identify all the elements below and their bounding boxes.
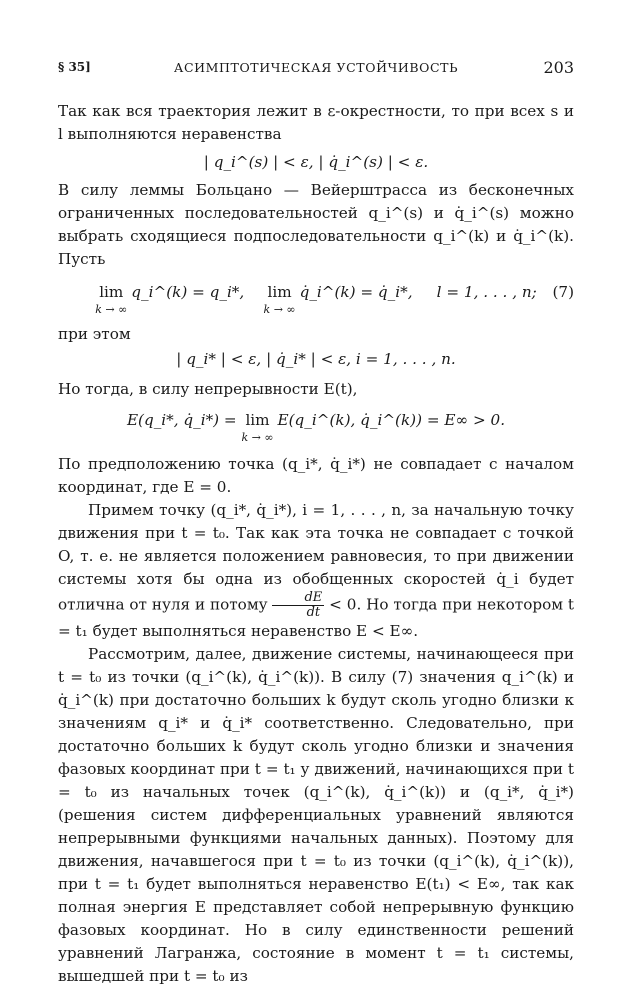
paragraph-6 [58, 499, 574, 643]
limit-subscript: k → ∞ [263, 303, 296, 316]
lim-label: lim [99, 283, 124, 301]
limit-subscript: k → ∞ [95, 303, 128, 316]
energy-left: E(q_i*, q̇_i*) = [126, 411, 237, 429]
fraction-numerator: dE [272, 591, 324, 606]
paragraph-1: Так как вся траектория лежит в ε-окрестности, то при всех s и l выполняются неравенства [58, 102, 574, 143]
paragraph-6-text: Примем точку (q_i*, q̇_i*), i = 1, . . . , n, за начальную точку движения при t = t₀. Так как эта точка не совпадает с точкой O, т. е. не является положением равновесия, то при движении системы хотя бы одна из обобщенных скоростей q̇_i будет отлична от нуля и потому [58, 501, 574, 614]
running-title: АСИМПТОТИЧЕСКАЯ УСТОЙЧИВОСТЬ [173, 60, 459, 75]
lim-label: lim [267, 283, 292, 301]
paragraph-4: Но тогда, в силу непрерывности E(t), [58, 380, 358, 398]
energy-limit [241, 409, 273, 444]
derivative-dE-dt [272, 591, 324, 620]
equation-7 [58, 281, 574, 317]
limit-subscript: k → ∞ [241, 431, 274, 444]
running-header [58, 58, 574, 80]
paragraph-5: По предположению точка (q_i*, q̇_i*) не совпадает с началом координат, где E = 0. [58, 455, 574, 496]
paragraph-6-tail: < 0. Но тогда при некотором t = t₁ будет выполняться неравенство E < E∞. [58, 595, 575, 640]
section-number: § 35] [58, 60, 91, 74]
fraction-denominator: dt [306, 605, 321, 620]
page-number: 203 [543, 58, 574, 77]
limit-1-expression: q_i^(k) = q_i*, [131, 283, 245, 301]
equation-inequalities: | q_i^(s) | < ε, | q̇_i^(s) | < ε. [203, 153, 429, 171]
limit-2-expression: q̇_i^(k) = q̇_i*, [299, 283, 413, 301]
index-range: l = 1, . . . , n; [436, 283, 537, 301]
limit-2 [264, 281, 296, 316]
paragraph-7: Рассмотрим, далее, движение системы, начинающееся при t = t₀ из точки (q_i^(k), q̇_i^(k)). В силу (7) значения q_i^(k) и q̇_i^(k) при достаточно больших k будут сколь угодно близки к значениям q_i* и q̇_i* соответственно. Следовательно, при достаточно больших k будут сколь угодно близки и значения фазовых координат при t = t₁ у движений, начинающихся при t = t₀ из начальных точек (q_i^(k), q̇_i^(k)) и (q_i*, q̇_i*) (решения систем дифференциальных уравнений являются непрерывными функциями начальных данных). Поэтому для движения, начавшегося при t = t₀ из точки (q_i^(k), q̇_i^(k)), при t = t₁ будет выполняться неравенство E(t₁) < E∞, так как полная энергия E представляет собой непрерывную функцию фазовых координат. Но в силу единственности решений уравнений Лагранжа, состояние в момент t = t₁ системы, вышедшей при t = t₀ из [58, 645, 574, 985]
lim-label: lim [245, 411, 270, 429]
paragraph-2: В силу леммы Больцано — Вейерштрасса из бесконечных ограниченных последовательностей q_i^(s) и q̇_i^(s) можно выбрать сходящиеся подпоследовательности q_i^(k) и q̇_i^(k). Пусть [58, 181, 574, 268]
paragraph-3: при этом [58, 325, 131, 343]
equation-limit-bounds: | q_i* | < ε, | q̇_i* | < ε, i = 1, . . . , n. [176, 350, 456, 368]
equation-number: (7) [552, 283, 574, 301]
energy-right: E(q_i^(k), q̇_i^(k)) = E∞ > 0. [277, 411, 506, 429]
equation-energy-limit [58, 409, 574, 445]
page-body [58, 100, 574, 988]
limit-1 [95, 281, 127, 316]
